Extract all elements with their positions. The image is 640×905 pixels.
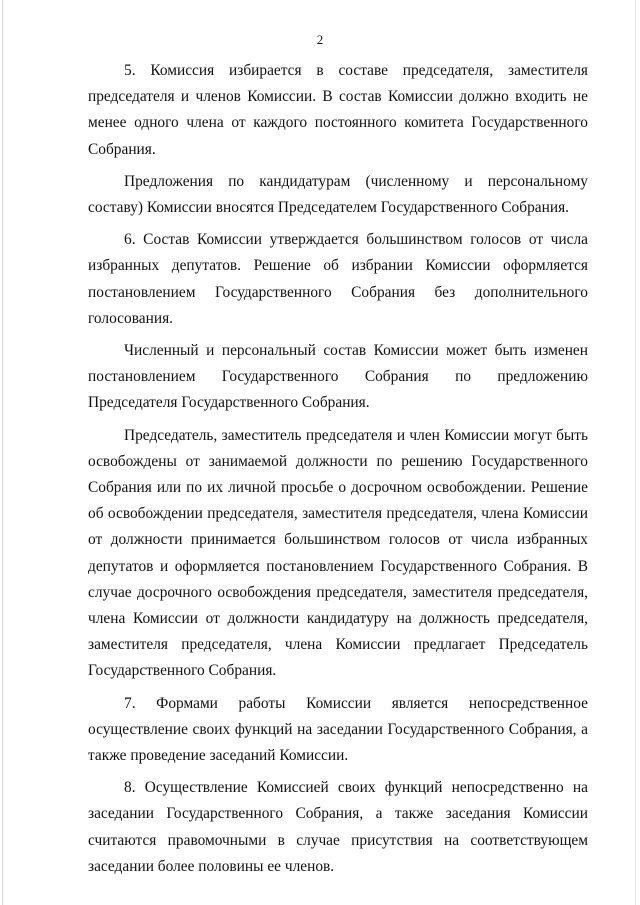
paragraph-composition-change: Численный и персональный состав Комиссии может быть изменен постановлением Государственного Собрания по предложению Председателя Государственного Собрания. [88,342,588,412]
scan-edge-left [2,0,3,905]
paragraph-5: 5. Комиссия избирается в составе председателя, заместителя председателя и членов Комиссии. В состав Комиссии должно входить не менее одного члена от каждого постоянного комитета Государственного Собрания. [88,62,588,158]
paragraph-nominations: Предложения по кандидатурам (численному и персональному составу) Комиссии вносятся Председателем Государственного Собрания. [88,172,588,217]
paragraph-dismissal: Председатель, заместитель председателя и член Комиссии могут быть освобождены от занимаемой должности по решению Государственного Собрания или по их личной просьбе о досрочном освобождении. Решение об освобождении председателя, заместителя председателя, члена Комиссии от должности принимается большинством голосов от числа избранных депутатов и оформляется постановлением Государственного Собрания. В случае досрочного освобождения председателя, заместителя председателя, члена Комиссии от должности кандидатуру на должность председателя, заместителя председателя, члена Комиссии предлагает Председатель Государственного Собрания. [88,426,588,680]
paragraph-7: 7. Формами работы Комиссии является непосредственное осуществление своих функций на заседании Государственного Собрания, а также проведение заседаний Комиссии. [88,694,588,765]
paragraph-8: 8. Осуществление Комиссией своих функций непосредственно на заседании Государственного Собрания, а также заседания Комиссии считаются правомочными в случае присутствия на соответствующем заседании более половины ее членов. [88,779,588,875]
document-body [88,58,588,886]
paragraph-6: 6. Состав Комиссии утверждается большинством голосов от числа избранных депутатов. Решение об избрании Комиссии оформляется постановлением Государственного Собрания без дополнительного голосования. [88,231,588,327]
scan-edge-right [635,0,636,905]
page-number: 2 [316,32,324,47]
